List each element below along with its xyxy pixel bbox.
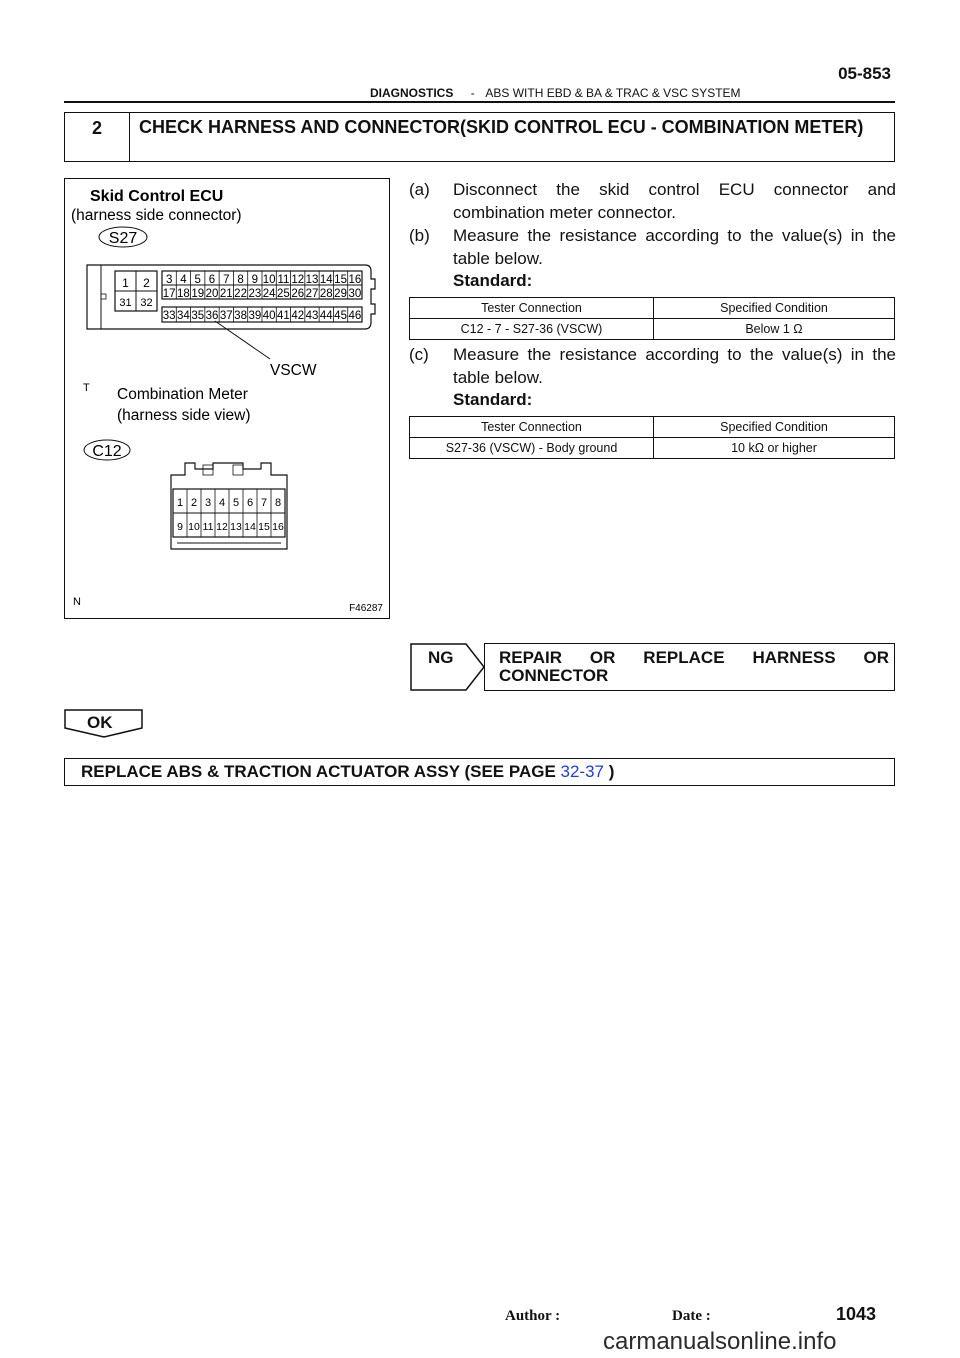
ecu-pin-label: 28 xyxy=(319,288,333,300)
meter-pin-label: 5 xyxy=(232,497,240,509)
meter-title: Combination Meter xyxy=(117,386,248,403)
ng-result-box xyxy=(484,643,895,691)
table-header-cell: Specified Condition xyxy=(654,417,895,438)
table-row xyxy=(410,319,895,340)
ecu-pin-label: 19 xyxy=(191,288,205,300)
ecu-pin-label: 24 xyxy=(262,288,276,300)
ecu-pin-label: 10 xyxy=(262,274,276,286)
meter-pin-label: 7 xyxy=(260,497,268,509)
instruction-b-text: Measure the resistance according to the value(s) in the table below. xyxy=(453,226,896,268)
meter-pin-label: 10 xyxy=(188,521,200,533)
ecu-pin-label: 29 xyxy=(334,288,347,300)
spec-table-2 xyxy=(409,416,895,459)
meter-pin-label: 1 xyxy=(176,497,184,509)
ng-label: NG xyxy=(428,648,454,667)
connector-figure xyxy=(64,178,390,619)
ecu-pin-label: 38 xyxy=(234,310,247,322)
spec-table-1 xyxy=(409,297,895,340)
connector-diagram xyxy=(65,179,389,618)
ecu-pin-label: 34 xyxy=(177,310,190,322)
table-header-cell: Tester Connection xyxy=(410,298,654,319)
ok-label: OK xyxy=(87,713,113,732)
meter-pin-label: 16 xyxy=(272,521,284,533)
ecu-pin-label: 5 xyxy=(194,274,201,286)
header-separator: - xyxy=(470,86,475,100)
ecu-pin-label: 17 xyxy=(162,288,176,300)
ecu-pin-label: 35 xyxy=(191,310,205,322)
instruction-c-label: (c) xyxy=(409,345,429,364)
final-action-box xyxy=(64,758,895,786)
instruction-c-text: Measure the resistance according to the value(s) in the table below. xyxy=(453,345,896,387)
page-link-32-37[interactable]: 32-37 xyxy=(560,762,604,781)
ecu-pin-label: 42 xyxy=(291,310,305,322)
step-number: 2 xyxy=(65,113,130,161)
ecu-connector-id: S27 xyxy=(108,230,138,247)
table-cell: 10 kΩ or higher xyxy=(654,438,895,459)
corner-mark-t: T xyxy=(83,382,90,394)
ecu-pin-label: 36 xyxy=(205,310,219,322)
ecu-pin-label: 9 xyxy=(251,274,259,286)
ecu-pin-label: 1 xyxy=(122,276,129,290)
table-header-row xyxy=(410,417,895,438)
standard-label-2: Standard: xyxy=(453,390,533,409)
ecu-pin-label: 3 xyxy=(165,274,173,286)
final-action-main: REPLACE ABS & TRACTION ACTUATOR ASSY (SEE PAGE xyxy=(81,762,556,781)
ecu-pin-label: 45 xyxy=(334,310,347,322)
header-section: DIAGNOSTICS xyxy=(370,86,454,100)
running-header xyxy=(370,86,741,100)
ecu-pin-label: 14 xyxy=(319,274,333,286)
meter-pin-label: 11 xyxy=(202,521,214,533)
ecu-pin-label: 27 xyxy=(305,288,319,300)
meter-pin-label: 6 xyxy=(246,497,254,509)
ecu-pin-label: 26 xyxy=(291,288,305,300)
instruction-b xyxy=(409,224,899,270)
ecu-pin-label: 23 xyxy=(248,288,262,300)
ng-result-text: REPAIR OR REPLACE HARNESS OR CONNECTOR xyxy=(499,648,889,685)
corner-mark-n: N xyxy=(73,596,81,608)
meter-connector-id: C12 xyxy=(92,443,122,460)
ecu-pin-label: 30 xyxy=(348,288,362,300)
watermark: carmanualsonline.info xyxy=(603,1328,837,1355)
ecu-pin-label: 40 xyxy=(262,310,276,322)
table-header-cell: Specified Condition xyxy=(654,298,895,319)
ecu-pin-label: 16 xyxy=(348,274,362,286)
instruction-b-label: (b) xyxy=(409,226,430,245)
ecu-pin-label: 37 xyxy=(219,310,233,322)
meter-pin-label: 15 xyxy=(258,521,270,533)
ecu-pin-label: 44 xyxy=(319,310,333,322)
meter-pin-label: 2 xyxy=(190,497,198,509)
ecu-pin-label: 18 xyxy=(177,288,190,300)
standard-label-1: Standard: xyxy=(453,271,533,290)
meter-pin-label: 14 xyxy=(244,521,256,533)
page-number: 05-853 xyxy=(838,64,891,83)
ecu-pin-label: 39 xyxy=(248,310,262,322)
ecu-pin-label: 43 xyxy=(305,310,319,322)
instruction-c xyxy=(409,343,899,389)
footer-date-label: Date : xyxy=(672,1308,711,1324)
step-title: CHECK HARNESS AND CONNECTOR(SKID CONTROL ECU - COMBINATION METER) xyxy=(139,117,864,137)
meter-pin-label: 13 xyxy=(230,521,242,533)
meter-pin-label: 9 xyxy=(177,521,183,533)
ecu-pin-label: 11 xyxy=(277,274,290,286)
ecu-pin-label: 25 xyxy=(277,288,290,300)
table-cell: Below 1 Ω xyxy=(654,319,895,340)
ecu-pin-label: 12 xyxy=(291,274,305,286)
figure-id: F46287 xyxy=(349,603,383,614)
ecu-pin-label: 21 xyxy=(219,288,233,300)
ecu-title: Skid Control ECU xyxy=(90,188,224,205)
step-box xyxy=(64,112,895,162)
instruction-a-label: (a) xyxy=(409,180,430,199)
final-action-close: ) xyxy=(608,762,615,781)
ecu-connector xyxy=(87,265,375,329)
table-header-row xyxy=(410,298,895,319)
ecu-pin-label: 4 xyxy=(180,274,187,286)
ecu-pin-label: 32 xyxy=(140,297,153,309)
final-action-text xyxy=(81,762,614,782)
table-header-cell: Tester Connection xyxy=(410,417,654,438)
ecu-pin-label: 20 xyxy=(205,288,219,300)
meter-pin-label: 8 xyxy=(274,497,282,509)
ecu-pin-label: 13 xyxy=(305,274,319,286)
table-cell: S27-36 (VSCW) - Body ground xyxy=(410,438,654,459)
table-cell: C12 - 7 - S27-36 (VSCW) xyxy=(410,319,654,340)
header-rule xyxy=(64,101,895,103)
ecu-pin-label: 31 xyxy=(119,297,132,309)
footer-page-number: 1043 xyxy=(836,1304,877,1324)
meter-pin-label: 4 xyxy=(218,497,226,509)
vscw-callout-line xyxy=(215,321,270,359)
ecu-pin-label: 46 xyxy=(348,310,362,322)
meter-pin-label: 3 xyxy=(204,497,212,509)
ecu-pin-label: 22 xyxy=(234,288,247,300)
instruction-a xyxy=(409,178,899,224)
ecu-pin-label: 15 xyxy=(334,274,347,286)
ecu-pin-label: 41 xyxy=(277,310,290,322)
meter-subtitle: (harness side view) xyxy=(117,407,251,424)
instruction-a-text: Disconnect the skid control ECU connector and combination meter connector. xyxy=(453,180,896,222)
meter-pin-label: 12 xyxy=(216,521,228,533)
ecu-pin-label: 7 xyxy=(223,274,230,286)
header-system: ABS WITH EBD & BA & TRAC & VSC SYSTEM xyxy=(485,86,741,100)
ecu-pin-label: 6 xyxy=(208,274,216,286)
footer-author-label: Author : xyxy=(505,1308,561,1324)
ecu-subtitle: (harness side connector) xyxy=(71,207,242,224)
table-row xyxy=(410,438,895,459)
vscw-callout-label: VSCW xyxy=(270,362,317,379)
ecu-pin-label: 2 xyxy=(143,276,150,290)
ecu-pin-label: 8 xyxy=(237,274,244,286)
ecu-pin-label: 33 xyxy=(162,310,176,322)
meter-connector xyxy=(171,463,287,549)
